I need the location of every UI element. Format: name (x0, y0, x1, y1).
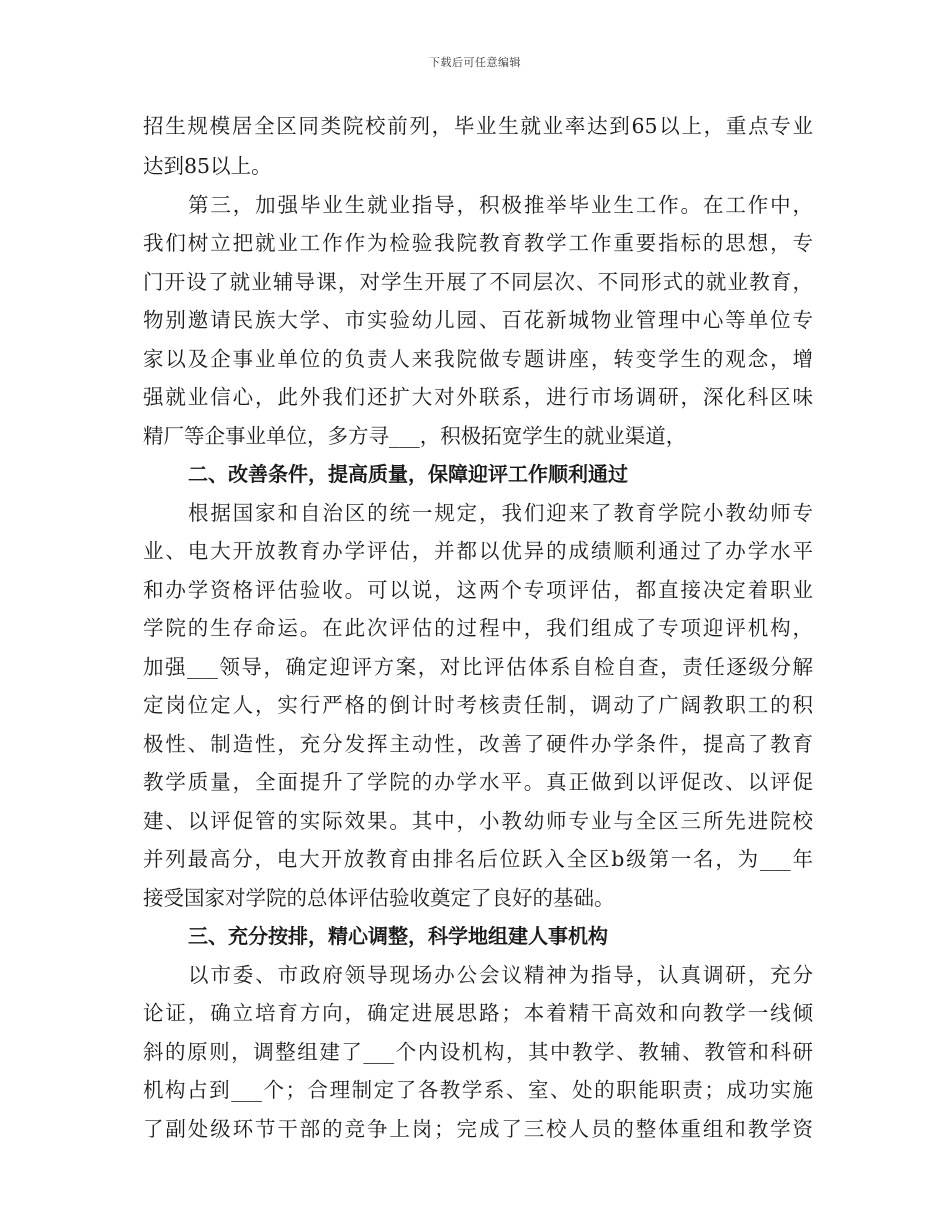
body-line: 业、电大开放教育办学评估，并都以优异的成绩顺利通过了办学水平 (143, 539, 813, 563)
body-line: 了副处级环节干部的竞争上岗；完成了三校人员的整体重组和教学资 (143, 1117, 813, 1141)
section-heading-2: 二、改善条件，提高质量，保障迎评工作顺利通过 (188, 462, 628, 486)
body-line: 物别邀请民族大学、市实验幼儿园、百花新城物业管理中心等单位专 (143, 308, 813, 332)
body-line: 和办学资格评估验收。可以说，这两个专项评估，都直接决定着职业 (143, 578, 813, 602)
body-line: 我们树立把就业工作作为检验我院教育教学工作重要指标的思想，专 (143, 231, 813, 255)
body-line: 门开设了就业辅导课，对学生开展了不同层次、不同形式的就业教育， (143, 270, 813, 294)
body-line: 家以及企事业单位的负责人来我院做专题讲座，转变学生的观念，增 (143, 347, 813, 371)
body-line: 学院的生存命运。在此次评估的过程中，我们组成了专项迎评机构， (143, 616, 813, 640)
body-line: 建、以评促管的实际效果。其中，小教幼师专业与全区三所先进院校 (143, 809, 813, 833)
body-line: 加强___领导，确定迎评方案，对比评估体系自检自查，责任逐级分解 (143, 655, 813, 679)
body-line: 机构占到___个；合理制定了各教学系、室、处的职能职责；成功实施 (143, 1078, 813, 1102)
body-line: 以市委、市政府领导现场办公会议精神为指导，认真调研，充分 (188, 963, 813, 987)
body-line: 第三，加强毕业生就业指导，积极推举毕业生工作。在工作中， (188, 193, 813, 217)
body-line: 论证，确立培育方向，确定进展思路；本着精干高效和向教学一线倾 (143, 1001, 813, 1025)
body-line: 强就业信心，此外我们还扩大对外联系，进行市场调研，深化科区味 (143, 385, 813, 409)
body-line: 达到85以上。 (143, 154, 272, 178)
body-line: 根据国家和自治区的统一规定，我们迎来了教育学院小教幼师专 (188, 501, 813, 525)
section-heading-3: 三、充分按排，精心调整，科学地组建人事机构 (188, 924, 608, 948)
body-line: 极性、制造性，充分发挥主动性，改善了硬件办学条件，提高了教育 (143, 732, 813, 756)
body-line: 定岗位定人，实行严格的倒计时考核责任制，调动了广阔教职工的积 (143, 693, 813, 717)
page-header: 下载后可任意编辑 (429, 56, 521, 69)
body-line: 精厂等企事业单位，多方寻___，积极拓宽学生的就业渠道， (143, 424, 687, 448)
body-line: 教学质量，全面提升了学院的办学水平。真正做到以评促改、以评促 (143, 770, 813, 794)
body-line: 并列最高分，电大开放教育由排名后位跃入全区b级第一名，为___年 (143, 847, 813, 871)
body-line: 斜的原则，调整组建了___个内设机构，其中教学、教辅、教管和科研 (143, 1040, 813, 1064)
body-line: 招生规模居全区同类院校前列，毕业生就业率达到65以上，重点专业 (143, 114, 813, 138)
body-line: 接受国家对学院的总体评估验收奠定了良好的基础。 (143, 886, 615, 910)
